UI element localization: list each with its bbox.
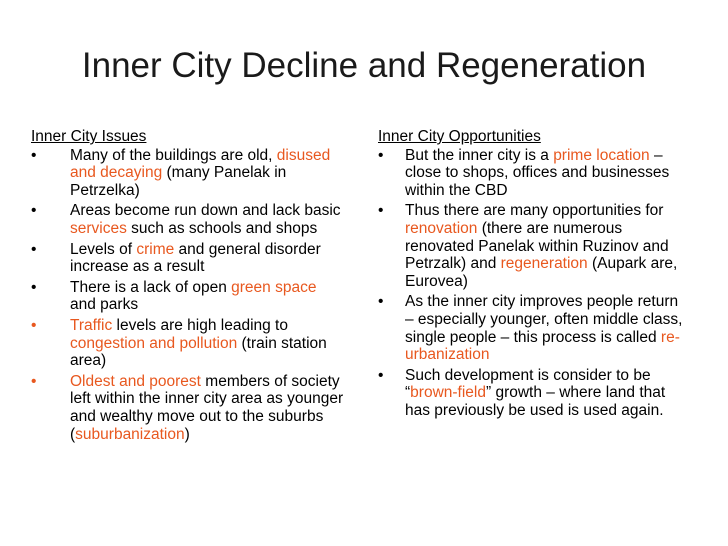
text-segment: As the inner city improves people return – especially younger, often middle class, single people – this process is called xyxy=(405,293,683,346)
bullet-icon: • xyxy=(31,240,37,258)
bullet-icon: • xyxy=(31,202,37,220)
issues-heading: Inner City Issues xyxy=(31,128,147,145)
text-segment: (there are numerous renovated Panelak within Ruzinov and Petrzalk) and xyxy=(405,219,669,273)
list-item xyxy=(378,367,690,420)
highlighted-term: crime xyxy=(136,240,175,258)
bullet-icon: • xyxy=(31,146,37,164)
text-segment: ) xyxy=(184,425,190,443)
highlighted-term: renovation xyxy=(405,219,478,237)
text-segment: (Aupark are, Eurovea) xyxy=(405,255,678,290)
list-item xyxy=(378,202,690,290)
inner-city-issues-column xyxy=(31,128,346,446)
opportunities-heading: Inner City Opportunities xyxy=(378,128,541,145)
text-segment: Many of the buildings are old, xyxy=(70,146,277,164)
slide-title: Inner City Decline and Regeneration xyxy=(81,46,647,85)
highlighted-term: Traffic xyxy=(70,316,113,334)
highlighted-term: regeneration xyxy=(500,255,588,273)
text-segment: such as schools and shops xyxy=(126,219,318,237)
issues-list xyxy=(31,147,346,444)
bullet-icon: • xyxy=(31,372,37,390)
text-segment: There is a lack of open xyxy=(70,278,232,296)
highlighted-term: suburbanization xyxy=(75,425,185,443)
list-item xyxy=(31,147,346,200)
text-segment: members of society left within the inner city area as younger and wealthy move out to the suburbs ( xyxy=(70,372,344,443)
text-segment: (train station area) xyxy=(70,334,327,370)
text-segment: Thus there are many opportunities for xyxy=(405,202,664,220)
list-item xyxy=(31,279,346,314)
bullet-icon: • xyxy=(378,293,384,311)
list-item-text xyxy=(70,241,321,276)
highlighted-term: congestion and pollution xyxy=(70,334,238,352)
highlighted-term: prime location xyxy=(553,146,650,164)
list-item-text xyxy=(70,317,327,369)
text-segment: and general disorder increase as a result xyxy=(70,240,321,276)
list-item-text xyxy=(70,279,316,314)
bullet-icon: • xyxy=(378,146,384,164)
text-segment: But the inner city is a xyxy=(405,146,554,164)
highlighted-term: brown-field xyxy=(410,384,486,402)
list-item xyxy=(31,317,346,370)
text-segment: (many Panelak in Petrzelka) xyxy=(70,164,287,199)
list-item xyxy=(378,293,690,363)
text-segment: Levels of xyxy=(70,240,137,258)
text-segment: levels are high leading to xyxy=(112,316,288,334)
list-item-text xyxy=(70,373,343,443)
list-item xyxy=(378,147,690,200)
text-segment: – close to shops, offices and businesses within the CBD xyxy=(405,146,670,199)
list-item xyxy=(31,373,346,443)
highlighted-term: Oldest and poorest xyxy=(70,372,201,390)
list-item-text xyxy=(70,147,330,199)
list-item xyxy=(31,241,346,276)
opportunities-list xyxy=(378,147,690,420)
list-item-text xyxy=(405,202,677,289)
bullet-icon: • xyxy=(31,278,37,296)
highlighted-term: services xyxy=(70,219,127,237)
text-segment: and parks xyxy=(70,296,139,314)
bullet-icon: • xyxy=(378,366,384,384)
list-item-text xyxy=(405,147,669,199)
text-segment: ” growth – where land that has previously be used is used again. xyxy=(405,384,666,419)
list-item-text xyxy=(405,367,665,419)
list-item-text xyxy=(405,293,682,363)
bullet-icon: • xyxy=(378,202,384,220)
list-item-text xyxy=(70,202,341,237)
list-item xyxy=(31,202,346,237)
bullet-icon: • xyxy=(31,316,37,334)
text-segment: Areas become run down and lack basic xyxy=(70,202,341,220)
inner-city-opportunities-column xyxy=(378,128,690,423)
highlighted-term: re-urbanization xyxy=(405,328,680,364)
highlighted-term: green space xyxy=(231,278,317,296)
text-segment: Such development is consider to be “ xyxy=(405,366,651,402)
highlighted-term: disused and decaying xyxy=(70,146,331,182)
